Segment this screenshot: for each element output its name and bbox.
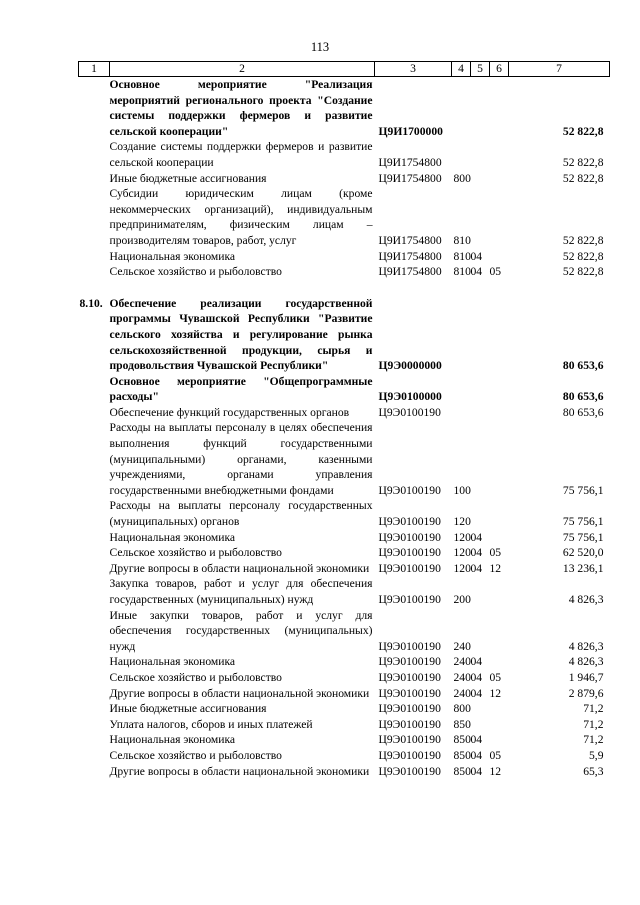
row-amount: 52 822,8: [562, 233, 604, 247]
expense-type-code: 120: [453, 561, 471, 575]
expense-type-code: 850: [453, 764, 471, 778]
row-amount: 65,3: [583, 764, 604, 778]
row-amount: 13 236,1: [562, 561, 604, 575]
target-article-code: Ц9Э0100190: [378, 764, 441, 778]
row-amount: 2 879,6: [568, 686, 604, 700]
subsection-code: [490, 420, 509, 498]
page-number: 113: [310, 40, 330, 54]
row-amount: 80 653,6: [562, 405, 604, 419]
row-name: Субсидии юридическим лицам (кроме некоммерческих организаций), индивидуальным предпринимателям, физическим лицам – производителям товаров, работ, услуг: [109, 187, 373, 247]
table-row: [79, 576, 610, 607]
row-name: Сельское хозяйство и рыболовство: [109, 265, 282, 279]
expense-type-code: 850: [453, 748, 471, 762]
row-number: [79, 576, 110, 607]
target-article-code: Ц9Э0000000: [378, 359, 442, 373]
row-amount: 1 946,7: [568, 670, 604, 684]
expense-type-code: [452, 77, 471, 140]
column-number-1: 1: [79, 62, 110, 77]
column-number-6: 6: [490, 62, 509, 77]
row-amount: 71,2: [583, 733, 604, 747]
row-number: [79, 171, 110, 187]
row-number: [79, 374, 110, 405]
subsection-code: [490, 171, 509, 187]
row-spacer: [79, 280, 610, 296]
target-article-code: Ц9Э0100190: [378, 639, 441, 653]
table-row: [79, 654, 610, 670]
target-article-code: Ц9Э0100190: [378, 593, 441, 606]
table-body: [79, 77, 610, 780]
target-article-code: Ц9Э0100190: [378, 655, 441, 669]
table-row: [79, 545, 610, 561]
section-code: [471, 296, 490, 374]
table-row: [79, 374, 610, 405]
row-name: Сельское хозяйство и рыболовство: [109, 546, 282, 560]
table-row: [79, 530, 610, 546]
expense-type-code: 800: [453, 171, 471, 185]
column-number-2: 2: [110, 62, 375, 77]
subsection-code: [490, 77, 509, 140]
row-amount: 75 756,1: [562, 530, 604, 544]
row-number: [79, 77, 110, 140]
row-name: Расходы на выплаты персоналу в целях обеспечения выполнения функций государственными (муниципальными) органами, казенными учреждениями, органами управления государственными внебюджетными фондами: [109, 421, 373, 497]
row-amount: 4 826,3: [568, 593, 604, 606]
target-article-code: Ц9Э0100190: [378, 561, 441, 575]
target-article-code: Ц9Э0100190: [378, 670, 441, 684]
row-number: [79, 748, 110, 764]
row-name: Иные закупки товаров, работ и услуг для обеспечения государственных (муниципальных) нужд: [109, 608, 373, 653]
row-number: [79, 717, 110, 733]
subsection-code: [490, 654, 509, 670]
section-code: [471, 498, 490, 529]
column-number-4: 4: [452, 62, 471, 77]
subsection-code: 05: [489, 546, 502, 560]
column-number-3: 3: [375, 62, 452, 77]
subsection-code: 05: [489, 748, 502, 762]
target-article-code: Ц9Э0100190: [378, 686, 441, 700]
row-amount: 75 756,1: [562, 515, 604, 529]
target-article-code: Ц9Э0100190: [378, 717, 441, 731]
budget-table: [78, 61, 610, 779]
subsection-code: [490, 374, 509, 405]
table-row: [79, 249, 610, 265]
section-code: [471, 77, 490, 140]
row-number: [79, 686, 110, 702]
subsection-code: 12: [489, 764, 502, 778]
section-code: 04: [470, 561, 483, 575]
table-row: [79, 186, 610, 248]
row-amount: 52 822,8: [562, 124, 604, 138]
row-amount: 75 756,1: [562, 483, 604, 497]
row-name: Сельское хозяйство и рыболовство: [109, 670, 282, 684]
subsection-code: 12: [489, 686, 502, 700]
section-code: [471, 374, 490, 405]
spacer-cell: [79, 280, 610, 296]
table-row: [79, 264, 610, 280]
target-article-code: Ц9Э0100190: [378, 748, 441, 762]
target-article-code: Ц9Э0100190: [378, 515, 441, 529]
row-name: Уплата налогов, сборов и иных платежей: [109, 717, 313, 731]
table-row: [79, 420, 610, 498]
subsection-code: [490, 608, 509, 655]
section-code: [471, 576, 490, 607]
column-number-7: 7: [509, 62, 610, 77]
row-number: [79, 561, 110, 577]
subsection-code: [490, 249, 509, 265]
subsection-code: [490, 530, 509, 546]
table-row: [79, 561, 610, 577]
expense-type-code: 810: [453, 233, 471, 247]
row-amount: 80 653,6: [562, 390, 604, 404]
expense-type-code: 100: [453, 483, 471, 497]
table-row: [79, 670, 610, 686]
table-row: [79, 686, 610, 702]
subsection-code: [490, 576, 509, 607]
row-number: [79, 139, 110, 170]
row-amount: 4 826,3: [568, 639, 604, 653]
target-article-code: Ц9И1700000: [378, 124, 443, 138]
expense-type-code: 800: [453, 702, 471, 716]
row-name: Обеспечение реализации государственной программы Чувашской Республики "Развитие сельского хозяйства и регулирование рынка сельскохозяйственной продукции, сырья и продовольствия Чувашской Республики": [109, 296, 373, 373]
subsection-code: [490, 186, 509, 248]
expense-type-code: 240: [453, 670, 471, 684]
subsection-code: [490, 405, 509, 421]
row-number: [79, 545, 110, 561]
expense-type-code: 810: [453, 249, 471, 263]
row-name: Основное мероприятие "Реализация мероприятий регионального проекта "Создание системы поддержки фермеров и развитие сельской кооперации": [109, 78, 373, 138]
table-row: [79, 171, 610, 187]
section-code: [471, 608, 490, 655]
table-row: [79, 77, 610, 140]
expense-type-code: 240: [453, 655, 471, 669]
table-row: [79, 748, 610, 764]
row-number: [79, 701, 110, 717]
row-amount: 62 520,0: [562, 546, 604, 560]
expense-type-code: 810: [453, 265, 471, 279]
table-row: [79, 701, 610, 717]
section-code: 04: [470, 265, 483, 279]
row-amount: 5,9: [589, 748, 604, 762]
table-row: [79, 405, 610, 421]
table-row: [79, 608, 610, 655]
row-name: Сельское хозяйство и рыболовство: [109, 748, 282, 762]
subsection-code: [490, 498, 509, 529]
expense-type-code: [452, 296, 471, 374]
expense-type-code: 120: [453, 515, 471, 529]
section-code: [471, 717, 490, 733]
section-code: 04: [470, 530, 483, 544]
table-row: [79, 296, 610, 374]
section-code: 04: [470, 733, 483, 747]
row-number: [79, 654, 110, 670]
row-name: Основное мероприятие "Общепрограммные расходы": [109, 374, 373, 404]
expense-type-code: [452, 374, 471, 405]
expense-type-code: 850: [453, 717, 471, 731]
expense-type-code: 120: [453, 530, 471, 544]
row-name: Другие вопросы в области национальной экономики: [109, 686, 370, 700]
row-amount: 52 822,8: [562, 249, 604, 263]
target-article-code: Ц9И1754800: [378, 265, 442, 279]
row-amount: 52 822,8: [562, 155, 604, 169]
row-name: Национальная экономика: [109, 655, 236, 669]
row-name: Закупка товаров, работ и услуг для обеспечения государственных (муниципальных) нужд: [109, 577, 373, 606]
expense-type-code: 200: [453, 593, 471, 606]
subsection-code: [490, 296, 509, 374]
table-row: [79, 498, 610, 529]
section-code: [471, 420, 490, 498]
row-number: [79, 264, 110, 280]
target-article-code: Ц9Э0100190: [378, 530, 441, 544]
row-name: Обеспечение функций государственных органов: [109, 405, 350, 419]
subsection-code: 05: [489, 265, 502, 279]
target-article-code: Ц9И1754800: [378, 233, 442, 247]
row-name: Создание системы поддержки фермеров и развитие сельской кооперации: [109, 140, 373, 169]
row-amount: 52 822,8: [562, 265, 604, 279]
row-number: [79, 530, 110, 546]
subsection-code: [490, 139, 509, 170]
expense-type-code: 240: [453, 686, 471, 700]
target-article-code: Ц9Э0100190: [378, 733, 441, 747]
column-number-5: 5: [471, 62, 490, 77]
table-row: [79, 139, 610, 170]
expense-type-code: 120: [453, 546, 471, 560]
target-article-code: Ц9Э0100190: [378, 405, 441, 419]
row-name: Национальная экономика: [109, 249, 236, 263]
expense-type-code: [452, 405, 471, 421]
section-code: 04: [470, 655, 483, 669]
row-name: Другие вопросы в области национальной экономики: [109, 561, 370, 575]
row-amount: 4 826,3: [568, 655, 604, 669]
row-number: [79, 405, 110, 421]
row-amount: 80 653,6: [562, 359, 604, 373]
row-amount: 71,2: [583, 702, 604, 716]
table-header: [79, 62, 610, 77]
expense-type-code: 240: [453, 639, 471, 653]
section-code: [471, 701, 490, 717]
row-name: Иные бюджетные ассигнования: [109, 171, 267, 185]
row-amount: 52 822,8: [562, 171, 604, 185]
section-code: [471, 405, 490, 421]
table-row: [79, 717, 610, 733]
row-amount: 71,2: [583, 717, 604, 731]
target-article-code: Ц9Э0100000: [378, 390, 442, 404]
row-name: Национальная экономика: [109, 733, 236, 747]
section-code: 04: [470, 670, 483, 684]
table-row: [79, 732, 610, 748]
section-code: 04: [470, 764, 483, 778]
section-code: 04: [470, 249, 483, 263]
row-name: Расходы на выплаты персоналу государственных (муниципальных) органов: [109, 499, 373, 529]
row-name: Национальная экономика: [109, 530, 236, 544]
row-number: [79, 608, 110, 655]
row-number: [79, 498, 110, 529]
section-code: 04: [470, 686, 483, 700]
row-number: [79, 732, 110, 748]
row-number: [79, 670, 110, 686]
target-article-code: Ц9И1754800: [378, 171, 442, 185]
section-code: 04: [470, 748, 483, 762]
section-code: 04: [470, 546, 483, 560]
row-number: [79, 764, 110, 780]
section-code: [471, 171, 490, 187]
target-article-code: Ц9И1754800: [378, 249, 442, 263]
row-number: [79, 249, 110, 265]
expense-type-code: [452, 139, 471, 170]
row-number: [79, 420, 110, 498]
section-code: [471, 139, 490, 170]
subsection-code: [490, 717, 509, 733]
target-article-code: Ц9И1754800: [378, 155, 442, 169]
row-number: 8.10.: [79, 296, 103, 310]
target-article-code: Ц9Э0100190: [378, 546, 441, 560]
table-row: [79, 764, 610, 780]
row-name: Другие вопросы в области национальной экономики: [109, 764, 370, 778]
subsection-code: 05: [489, 670, 502, 684]
section-code: [471, 186, 490, 248]
expense-type-code: 850: [453, 733, 471, 747]
subsection-code: 12: [489, 561, 502, 575]
target-article-code: Ц9Э0100190: [378, 702, 441, 716]
subsection-code: [490, 732, 509, 748]
row-number: [79, 186, 110, 248]
subsection-code: [490, 701, 509, 717]
row-name: Иные бюджетные ассигнования: [109, 702, 267, 716]
target-article-code: Ц9Э0100190: [378, 483, 441, 497]
